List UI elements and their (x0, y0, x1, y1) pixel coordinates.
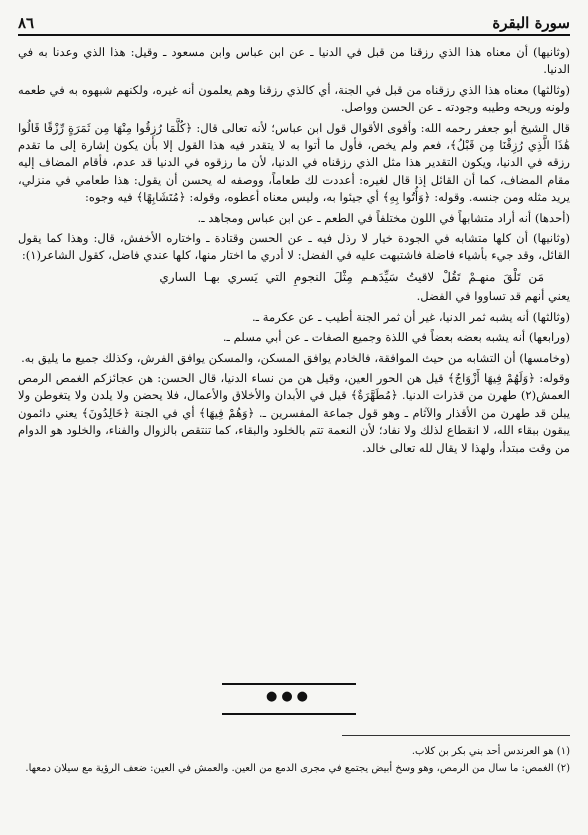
paragraph-fourth-aspect: (ورابعها) أنه يشبه بعضه بعضاً في اللذة وجميع الصفات ـ عن أبي مسلم ـ. (222, 330, 570, 345)
footnotes (18, 744, 570, 778)
footnote-1: (١) هو العرندس أحد بني بكر بن كلاب. (411, 746, 570, 757)
paragraph-verse-meaning: يعني أنهم قد تساووا في الفضل. (416, 289, 570, 304)
footnote-divider (342, 735, 570, 736)
paragraph-sheikh-opinion: قال الشيخ أبو جعفر رحمه الله: وأقوى الأقوال قول ابن عباس؛ لأنه تعالى قال: ﴿كُلَّمَا رُزِقُوا مِنْهَا مِن ثَمَرَةٍ رِّزْقًا قَالُوا هَٰذَا الَّذِي رُزِقْنَا مِن قَبْلُ﴾، فعم ولم يخص، فأول ما أتوا به لا يتقدر فيه هذا القول إلا بأن يكون إشارة إلى ما تقدم رزقه في الدنيا، ويكون التقدير هذا مثل الذي رزقناه في الدنيا، لأن ما رزقوه في الدنيا قد عدم، فأقام المضاف إليه مقام المضاف، كما أن القائل إذا قال لغيره: أعددت لك طعاماً، ووصفه له يحسن أن يقول: هذا طعامي في منزلي، يريد مثله ومن جنسه. وقوله: ﴿وَأُتُوا بِهِ﴾ أي جيئوا به، وليس معناه أعطوه، وقوله: ﴿مُتَشَابِهًا﴾ فيه وجوه: (18, 120, 570, 205)
paragraph-third-aspect: (وثالثها) أنه يشبه ثمر الدنيا، غير أن ثمر الجنة أطيب ـ عن عكرمة ـ. (251, 309, 570, 324)
poetry-verse: مَن تَلْقَ منهـمْ تَقُلْ لاقيتُ سَيِّدَهـم مِثْلَ النجومِ التي يَسري بهـا الساري (159, 269, 544, 284)
paragraph-first-aspect: (أحدها) أنه أراد متشابهاً في اللون مختلفاً في الطعم ـ عن ابن عباس ومجاهد ـ. (197, 210, 570, 225)
body-text (18, 44, 570, 460)
page-number: ٨٦ (18, 14, 35, 32)
footnote-2: (٢) الغمص: ما سال من الرمص، وهو وسخ أبيض يجتمع في مجرى الدمع من العين. والعمش في العين: ضعف الرؤية مع سيلان دمعها. (25, 763, 570, 774)
paragraph-fifth-aspect: (وخامسها) أن التشابه من حيث الموافقة، فالخادم يوافق المسكن، والمسكن يوافق الفرش، وكذلك جميع ما يليق به. (21, 350, 570, 365)
paragraph-third-meaning: (وثالثها) معناه هذا الذي رزقناه من قبل في الجنة، أي كالذي رزقنا وهم يعلمون أنه غيره، ولكنهم شبهوه به في طعمه ولونه وريحه وطيبه وجودته ـ عن الحسن وواصل. (18, 82, 570, 115)
paragraph-second-meaning: (وثانيها) أن معناه هذا الذي رزقنا من قبل في الدنيا ـ عن ابن عباس وابن مسعود ـ وقيل: هذا الذي وعدنا به في الدنيا. (18, 45, 570, 77)
paragraph-spouses: وقوله: ﴿وَلَهُمْ فِيهَا أَزْوَاجٌ﴾ قيل هن الحور العين، وقيل هن من نساء الدنيا، قال الحسن: هن عجائزكم الغمص الرمص العمش(٢) طهرن من قذرات الدنيا. ﴿مُطَهَّرَةٌ﴾ قيل في الأبدان والأخلاق والأعمال، فلا يحضن ولا يلدن ولا يتغوطن ولا يبلن قد طهرن من الأقذار والآثام ـ وهو قول جماعة المفسرين ـ. ﴿وَهُمْ فِيهَا﴾ أي في الجنة ﴿خَالِدُونَ﴾ يعني دائمون يبقون ببقاء الله، لا انقطاع لذلك ولا نفاد؛ لأن النعمة تتم بالخلود والبقاء، كما تنتقص بالزوال والفناء، والخلود هو الدوام من وقت مبتدأ، ولهذا لا يقال لله تعالى خالد. (18, 370, 570, 455)
section-separator: ●●● (222, 683, 356, 715)
header-divider (18, 34, 570, 36)
page-header (18, 10, 570, 32)
surah-title: سورة البقرة (492, 14, 570, 32)
paragraph-second-aspect: (وثانيها) أن كلها متشابه في الجودة خيار لا رذل فيه ـ عن الحسن وقتادة ـ واختاره الأخفش، قال: وهذا كما يقول القائل، وقد جيء بأشياء فاضلة فاشتبهت عليه في الفضل: لا أدري ما اختار منها، كلها عندي فاضل، كقول الشاعر(١): (18, 231, 570, 263)
